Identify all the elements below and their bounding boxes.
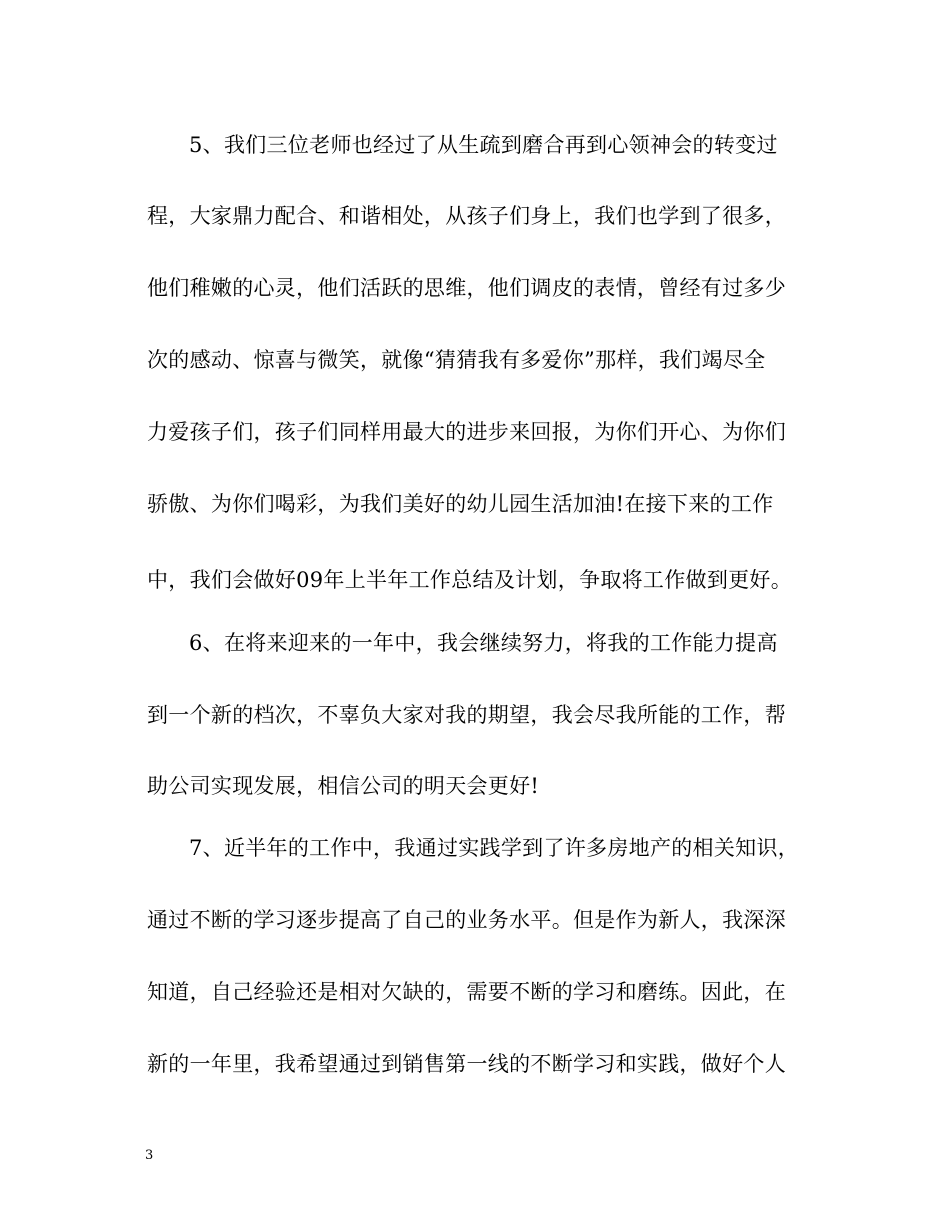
paragraph-5-line-1: 5、我们三位老师也经过了从生疏到磨合再到心领神会的转变过 (189, 133, 778, 157)
paragraph-5-line-3: 他们稚嫩的心灵，他们活跃的思维，他们调皮的表情，曾经有过多少 (147, 276, 786, 300)
paragraph-5-line-7: 中，我们会做好09年上半年工作总结及计划，争取将工作做到更好。 (147, 568, 793, 592)
paragraph-5-line-4: 次的感动、惊喜与微笑，就像“猜猜我有多爱你”那样，我们竭尽全 (147, 348, 766, 372)
paragraph-7-line-1: 7、近半年的工作中，我通过实践学到了许多房地产的相关知识， (189, 836, 800, 860)
paragraph-5-line-6: 骄傲、为你们喝彩，为我们美好的幼儿园生活加油!在接下来的工作 (147, 492, 774, 516)
paragraph-7-line-3: 知道，自己经验还是相对欠缺的，需要不断的学习和磨练。因此，在 (147, 980, 786, 1004)
page-number: 3 (145, 1148, 154, 1163)
paragraph-5-line-5: 力爱孩子们，孩子们同样用最大的进步来回报，为你们开心、为你们 (147, 420, 786, 444)
paragraph-6-line-3: 助公司实现发展，相信公司的明天会更好! (147, 774, 540, 798)
paragraph-5-line-2: 程，大家鼎力配合、和谐相处，从孩子们身上，我们也学到了很多， (147, 204, 786, 228)
paragraph-7-line-2: 通过不断的学习逐步提高了自己的业务水平。但是作为新人，我深深 (147, 908, 786, 932)
paragraph-7-line-4: 新的一年里，我希望通过到销售第一线的不断学习和实践，做好个人 (147, 1052, 786, 1076)
paragraph-6-line-1: 6、在将来迎来的一年中，我会继续努力，将我的工作能力提高 (189, 631, 778, 655)
paragraph-6-line-2: 到一个新的档次，不辜负大家对我的期望，我会尽我所能的工作，帮 (147, 703, 786, 727)
